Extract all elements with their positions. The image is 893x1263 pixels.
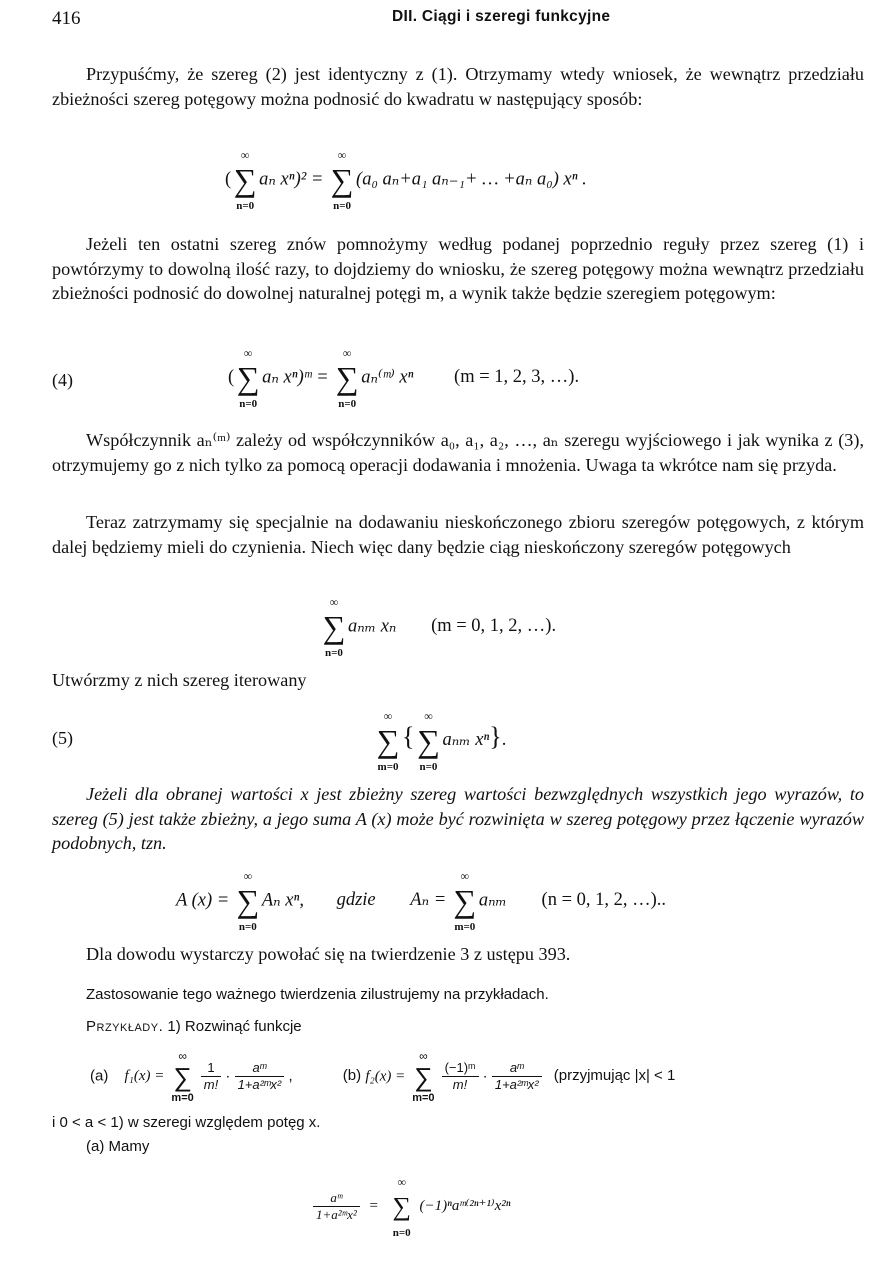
equation-number-4: (4) (52, 370, 73, 390)
paragraph-6: Dla dowodu wystarczy powołać się na twierdzenie 3 z ustępu 393. (86, 944, 571, 964)
sum-symbol: ∞ ∑ n=0 (330, 148, 354, 212)
equation-number-5: (5) (52, 728, 73, 748)
theorem-statement: Jeżeli dla obranej wartości x jest zbieżny szereg wartości bezwzględnych wszystkich jego wyrazów, to szereg (5) jest także zbieżny, a jego suma A (x) może być rozwinięta w szereg potęgowy przez łączenie wyrazów podobnych, tzn. (52, 784, 864, 854)
examples-formulas: (a) f₁(x) = ∞ ∑ m=0 $\frac{1}{m!}$ · $\frac{\text{aᵐ}}{\text{1+a²ᵐx²}}$ , (b) f₂(x) = ∞ ∑ m=0 $\frac{\text{(−1)ᵐ}}{m!}$ · $\frac{\text{aᵐ}}{\text{1+a²ᵐx²}}$ (przyjmując |x| < 1 (90, 1048, 676, 1104)
paragraph-4: Teraz zatrzymamy się specjalnie na dodawaniu nieskończonego zbioru szeregów potęgowych, z którym dalej będziemy mieli do czynienia. Niech więc dany będzie ciąg nieskończony szeregów potęgowych (52, 512, 864, 557)
sum-symbol: ∞ ∑ n=0 (322, 595, 346, 659)
equation-sequence: ∞ ∑ n=0 aₙₘ xₙ (m = 0, 1, 2, …). (320, 612, 556, 642)
sum-symbol: ∞ ∑ m=0 (171, 1048, 194, 1104)
equation-sum-A: A (x) = ∞ ∑ n=0 Aₙ xⁿ, gdzie Aₙ = ∞ ∑ m=0 aₙₘ (n = 0, 1, 2, …).. (176, 869, 667, 933)
chapter-title: DII. Ciągi i szeregi funkcyjne (392, 8, 611, 25)
sum-symbol: ∞ ∑ n=0 (236, 346, 260, 410)
example-a-start: (a) Mamy (86, 1138, 150, 1155)
sum-symbol: ∞ ∑ n=0 (392, 1174, 411, 1239)
examples-label: Przykłady. (86, 1018, 164, 1035)
paragraph-5: Utwórzmy z nich szereg iterowany (52, 670, 307, 690)
sum-symbol: ∞ ∑ n=0 (233, 148, 257, 212)
examples-heading (52, 1016, 864, 1038)
paragraph-3: Współczynnik aₙ⁽ᵐ⁾ zależy od współczynników a₀, a₁, a₂, …, aₙ szeregu wyjściowego i jak wynika z (3), otrzymujemy go z nich tylko za pomocą operacji dodawania i mnożenia. Uwaga ta wkrótce nam się przyda. (52, 430, 864, 475)
paragraph-1: Przypuśćmy, że szereg (2) jest identyczny z (1). Otrzymamy wtedy wniosek, że wewnątrz przedziału zbieżności szereg potęgowy można podnosić do kwadratu w następujący sposób: (52, 64, 864, 109)
sum-symbol: ∞ ∑ n=0 (417, 708, 440, 773)
equation-power: ( ∞ ∑ n=0 aₙ xⁿ)ᵐ = ∞ ∑ n=0 aₙ⁽ᵐ⁾ xⁿ (m = 1, 2, 3, …). (228, 346, 580, 410)
examples-condition: i 0 < a < 1) w szeregi względem potęg x. (52, 1114, 321, 1131)
examples-task: 1) Rozwinąć funkcje (167, 1018, 302, 1035)
sum-symbol: ∞ ∑ n=0 (236, 869, 260, 933)
sum-symbol: ∞ ∑ m=0 (412, 1048, 435, 1104)
paragraph-2: Jeżeli ten ostatni szereg znów pomnożymy według podanej poprzednio reguły przez szereg (1) i powtórzymy to dowolną ilość razy, to dojdziemy do wniosku, że szereg potęgowy można wewnątrz przedziału zbieżności podnosić do dowolnej naturalnej potęgi m, a wynik także będzie szeregiem potęgowym: (52, 234, 864, 304)
sum-symbol: ∞ ∑ m=0 (453, 869, 477, 933)
examples-intro: Zastosowanie tego ważnego twierdzenia zilustrujemy na przykładach. (86, 986, 549, 1003)
sum-symbol: ∞ ∑ n=0 (335, 346, 359, 410)
sum-symbol: ∞ ∑ m=0 (376, 708, 400, 773)
equation-expansion: $\frac{\text{aᵐ}}{\text{1+a²ᵐx²}}$ = ∞ ∑ n=0 (−1)ⁿaᵐ⁽²ⁿ⁺¹⁾x²ⁿ (313, 1190, 510, 1223)
page-number: 416 (52, 8, 81, 29)
running-header (52, 8, 853, 32)
equation-iterated: ∞ ∑ m=0 { ∞ ∑ n=0 aₙₘ xⁿ}. (374, 722, 506, 756)
equation-square: ( ∞ ∑ n=0 aₙ xⁿ)² = ∞ ∑ n=0 (a₀ aₙ+a₁ aₙ₋₁+ … +aₙ a₀) xⁿ . (225, 148, 587, 212)
